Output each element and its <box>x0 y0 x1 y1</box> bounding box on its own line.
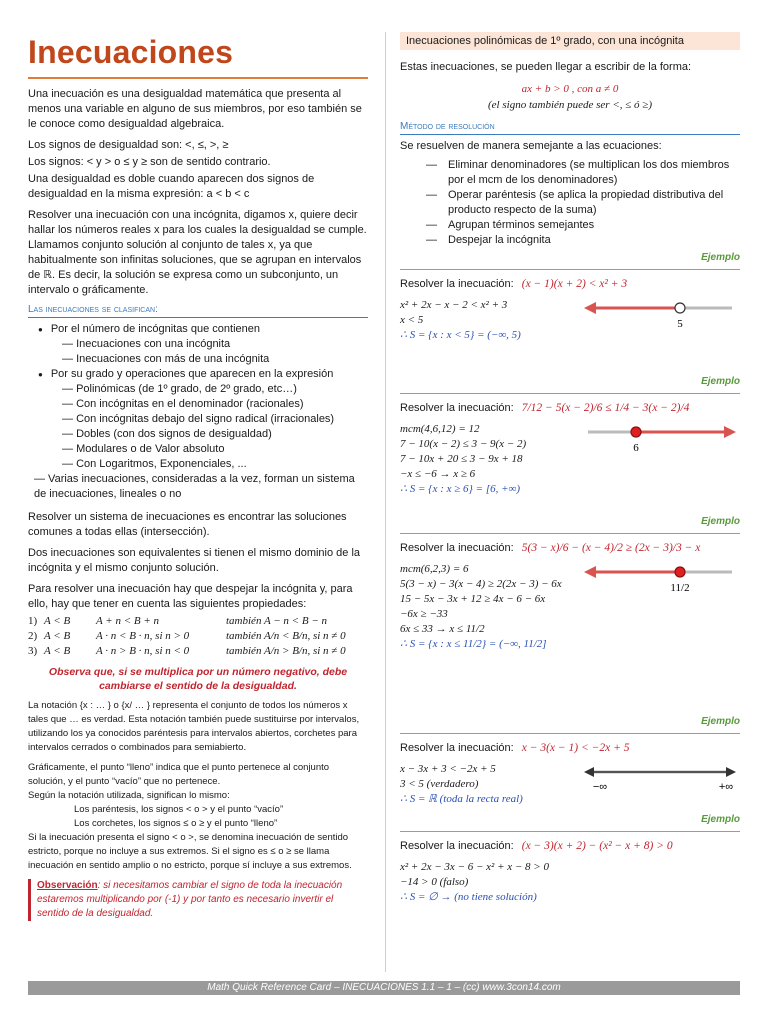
ejemplo-block <box>400 276 740 372</box>
ejemplo-solucion: ∴ S = ∅ → (no tiene solución) <box>400 891 537 903</box>
page-title: Inecuaciones <box>28 34 234 70</box>
examples-container <box>400 252 740 910</box>
signs-contrary: Los signos: < y > o ≤ y ≥ son de sentido contrario. <box>28 156 271 168</box>
resolver-label: Resolver la inecuación: <box>400 840 514 852</box>
dash-glyph: — <box>426 219 437 231</box>
forma-equation: ax + b > 0 , con a ≠ 0 <box>521 83 619 95</box>
observacion-box <box>28 879 368 921</box>
estricto-paragraph: Si la inecuación presenta el signo < o >, se denomina inecuación de sentido estricto, porque no incluye a sus extremos. Si el signo es ≤ o ≥ se llama inecuación en sentido amplio o no estricto, porque sí incluye a sus extremos. <box>28 832 352 871</box>
metodo-rule <box>400 134 740 135</box>
footer: Math Quick Reference Card – INECUACIONES 1.1 – 1 – (cc) www.3con14.com <box>28 981 740 995</box>
propiedad-b: A · n < B · n, si n > 0 <box>96 630 190 642</box>
ejemplo-paso: −6x ≥ −33 <box>400 608 448 620</box>
ejemplo-paso: x − 3x + 3 < −2x + 5 <box>400 763 496 775</box>
ejemplo-inecuacion: x − 3(x − 1) < −2x + 5 <box>521 742 630 754</box>
propiedad-num: 1) <box>28 615 38 627</box>
propiedad-row <box>28 614 368 629</box>
arrow-head-icon <box>584 566 596 578</box>
segun-item: Los paréntesis, los signos < o > y el punto “vacío” <box>74 804 284 815</box>
ejemplo-rule <box>400 533 740 534</box>
ejemplo-statement <box>400 838 740 854</box>
point-label: 11/2 <box>670 582 690 594</box>
propiedad-a: A < B <box>44 645 71 657</box>
ejemplo-paso: 7 − 10(x − 2) ≤ 3 − 9(x − 2) <box>400 438 527 450</box>
open-point <box>675 303 685 313</box>
propiedad-c: también A − n < B − n <box>226 615 327 627</box>
metodo-heading: Método de resolución <box>400 121 495 132</box>
segun-item: Los corchetes, los signos ≤ o ≥ y el punto “lleno” <box>74 818 278 829</box>
equivalentes-paragraph: Dos inecuaciones son equivalentes si tienen el mismo dominio de la incógnita y el mismo conjunto solución. <box>28 547 361 574</box>
clasif-item: ● Por su grado y operaciones que aparecen en la expresión <box>28 367 368 382</box>
ejemplo-rule <box>400 393 740 394</box>
arrow-head-icon <box>584 302 596 314</box>
clasif-item: — Dobles (con dos signos de desigualdad) <box>28 427 368 442</box>
propiedad-b: A · n > B · n, si n < 0 <box>96 645 190 657</box>
propiedad-c: también A/n > B/n, si n ≠ 0 <box>226 645 346 657</box>
dash-glyph: — <box>426 159 437 171</box>
propiedad-c: también A/n < B/n, si n ≠ 0 <box>226 630 346 642</box>
ejemplo-paso: mcm(6,2,3) = 6 <box>400 563 469 575</box>
observa-note: Observa que, si se multiplica por un número negativo, debe cambiarse el sentido de la desigualdad. <box>48 666 348 692</box>
clasif-item: — Varias inecuaciones, consideradas a la vez, forman un sistema de inecuaciones, lineales o no <box>34 473 355 500</box>
ejemplo-paso: x < 5 <box>400 314 424 326</box>
number-line <box>580 560 740 594</box>
ejemplo-statement <box>400 740 740 756</box>
ejemplo-solucion: ∴ S = {x : x ≤ 11/2} = (−∞, 11/2] <box>400 638 547 650</box>
arrow-head-icon <box>724 426 736 438</box>
left-column <box>28 32 368 921</box>
point-label: 6 <box>633 442 639 454</box>
ejemplo-block <box>400 740 740 810</box>
ejemplo-rule <box>400 269 740 270</box>
observacion-text: : si necesitamos cambiar el signo de toda la inecuación estaremos multiplicando por (-1) y por tanto es necesario invertir el sentido de la desigualdad. <box>37 880 343 919</box>
ejemplo-pasos <box>400 860 740 905</box>
ejemplo-paso: 7 − 10x + 20 ≤ 3 − 9x + 18 <box>400 453 523 465</box>
right-column <box>400 32 740 910</box>
ejemplo-solucion: ∴ S = {x : x ≥ 6} = [6, +∞) <box>400 483 521 495</box>
notacion-paragraph: La notación {x : … } o {x/ … } representa el conjunto de todos los números x tales que … es verdad. Esta notación también puede sustituirse por intervalos, utilizando los ya conocidos paréntesis para intervalos abiertos, corchetes para intervalos cerrados o combinados para semiabierto. <box>28 700 360 753</box>
ejemplo-statement <box>400 276 740 292</box>
propiedad-row <box>28 629 368 644</box>
ejemplo-inecuacion: (x − 3)(x + 2) − (x² − x + 8) > 0 <box>521 840 673 852</box>
ejemplo-solucion: ∴ S = ℝ (toda la recta real) <box>400 793 523 805</box>
point-label: 5 <box>677 318 683 330</box>
filled-point <box>675 567 685 577</box>
metodo-item <box>426 188 740 218</box>
infinity-label: +∞ <box>718 781 734 793</box>
clasif-item: — Con Logaritmos, Exponenciales, ... <box>28 457 368 472</box>
ejemplo-inecuacion: 5(3 − x)/6 − (x − 4)/2 ≥ (2x − 3)/3 − x <box>521 542 701 554</box>
ejemplo-rule <box>400 831 740 832</box>
title-rule <box>28 77 368 79</box>
clasif-item: ● Por el número de incógnitas que contienen <box>28 322 368 337</box>
forma-note: (el signo también puede ser <, ≤ ó ≥) <box>488 99 652 111</box>
ejemplo-paso: −x ≤ −6 → x ≥ 6 <box>400 468 476 480</box>
ejemplo-block <box>400 838 740 910</box>
ejemplo-block <box>400 540 740 712</box>
metodo-item-text: Agrupan términos semejantes <box>448 219 595 231</box>
number-line <box>580 296 740 330</box>
ejemplo-solucion: ∴ S = {x : x < 5} = (−∞, 5) <box>400 329 521 341</box>
grafica-paragraph: Gráficamente, el punto “lleno” indica que el punto pertenece al conjunto solución, y el punto “vacío” que no pertenece. <box>28 762 330 787</box>
clasif-item: — Con incógnitas debajo del signo radical (irracionales) <box>28 412 368 427</box>
ejemplo-rule <box>400 733 740 734</box>
clasif-item: — Modulares o de Valor absoluto <box>28 442 368 457</box>
number-line <box>580 760 740 794</box>
propiedades-list <box>28 614 368 659</box>
ejemplo-paso: x² + 2x − 3x − 6 − x² + x − 8 > 0 <box>400 861 549 873</box>
metodo-item-text: Eliminar denominadores (se multiplican los dos miembros por el mcm de los denominadores) <box>448 159 730 186</box>
ejemplo-paso: 15 − 5x − 3x + 12 ≥ 4x − 6 − 6x <box>400 593 546 605</box>
dash-glyph: — <box>426 234 437 246</box>
propiedad-a: A < B <box>44 615 71 627</box>
clasif-item: — Polinómicas (de 1º grado, de 2º grado, etc…) <box>28 382 368 397</box>
sistema-paragraph: Resolver un sistema de inecuaciones es encontrar las soluciones comunes a todas ellas (intersección). <box>28 511 347 538</box>
metodo-item <box>426 218 740 233</box>
ejemplo-statement <box>400 540 740 556</box>
ejemplo-label: Ejemplo <box>701 716 740 727</box>
segun-paragraph: Según la notación utilizada, significan lo mismo: <box>28 790 230 801</box>
column-divider <box>385 32 386 972</box>
metodo-intro: Se resuelven de manera semejante a las ecuaciones: <box>400 140 662 152</box>
propiedad-b: A + n < B + n <box>96 615 160 627</box>
metodo-list <box>400 158 740 248</box>
ejemplo-paso: 3 < 5 (verdadero) <box>400 778 479 790</box>
propiedad-a: A < B <box>44 630 71 642</box>
signs-line: Los signos de desigualdad son: <, ≤, >, ≥ <box>28 139 229 151</box>
clasif-item: — Inecuaciones con más de una incógnita <box>28 352 368 367</box>
ejemplo-label: Ejemplo <box>701 516 740 527</box>
ejemplo-label: Ejemplo <box>701 376 740 387</box>
metodo-item <box>426 233 740 248</box>
number-line <box>580 420 740 454</box>
clasif-item: — Con incógnitas en el denominador (racionales) <box>28 397 368 412</box>
ejemplo-label: Ejemplo <box>701 252 740 263</box>
forma-intro: Estas inecuaciones, se pueden llegar a escribir de la forma: <box>400 61 692 73</box>
intro-paragraph: Una inecuación es una desigualdad matemática que presenta al menos una variable en alguno de sus miembros, por eso también se le conoce como desigualdad algebraica. <box>28 88 362 130</box>
propiedad-num: 3) <box>28 645 38 657</box>
metodo-item <box>426 158 740 188</box>
ejemplo-paso: −14 > 0 (falso) <box>400 876 469 888</box>
resolver-paragraph: Resolver una inecuación con una incógnita, digamos x, quiere decir hallar los números reales x para los cuales la desigualdad se cumple. Llamamos conjunto solución al conjunto de tales x, ya que habitualmente son infinitas soluciones, que se agrupan en intervalos de ℝ. Es decir, la solución se expresa como un subconjunto, un intervalo o gráficamente. <box>28 209 367 296</box>
dash-glyph: — <box>426 189 437 201</box>
ejemplo-statement <box>400 400 740 416</box>
metodo-item-text: Operar paréntesis (se aplica la propiedad distributiva del producto respecto de la suma) <box>448 189 724 216</box>
metodo-item-text: Despejar la incógnita <box>448 234 551 246</box>
ejemplo-inecuacion: (x − 1)(x + 2) < x² + 3 <box>521 278 628 290</box>
segun-list <box>28 803 368 831</box>
observacion-label: Observación <box>37 880 98 891</box>
resolver-label: Resolver la inecuación: <box>400 742 514 754</box>
resolver-label: Resolver la inecuación: <box>400 542 514 554</box>
ejemplo-paso: 6x ≤ 33 → x ≤ 11/2 <box>400 623 485 635</box>
ejemplo-paso: mcm(4,6,12) = 12 <box>400 423 480 435</box>
filled-point <box>631 427 641 437</box>
ejemplo-inecuacion: 7/12 − 5(x − 2)/6 ≤ 1/4 − 3(x − 2)/4 <box>521 402 690 414</box>
propiedad-num: 2) <box>28 630 38 642</box>
clasif-list <box>28 322 368 502</box>
arrow-head-icon <box>726 767 736 777</box>
clasif-heading: Las inecuaciones se clasifican: <box>28 304 158 315</box>
resolver-label: Resolver la inecuación: <box>400 402 514 414</box>
clasif-rule <box>28 317 368 318</box>
arrow-head-icon <box>584 767 594 777</box>
propiedades-intro: Para resolver una inecuación hay que despejar la incógnita y, para ello, hay que tener en cuenta las siguientes propiedades: <box>28 583 353 610</box>
ejemplo-paso: x² + 2x − x − 2 < x² + 3 <box>400 299 508 311</box>
double-inequality: Una desigualdad es doble cuando aparecen dos signos de desigualdad en la misma expresión: a < b < c <box>28 173 315 200</box>
ejemplo-paso: 5(3 − x) − 3(x − 4) ≥ 2(2x − 3) − 6x <box>400 578 562 590</box>
propiedad-row <box>28 644 368 659</box>
ejemplo-block <box>400 400 740 512</box>
section-header: Inecuaciones polinómicas de 1º grado, con una incógnita <box>400 32 740 50</box>
infinity-label: −∞ <box>592 781 608 793</box>
resolver-label: Resolver la inecuación: <box>400 278 514 290</box>
clasif-item: — Inecuaciones con una incógnita <box>28 337 368 352</box>
ejemplo-label: Ejemplo <box>701 814 740 825</box>
